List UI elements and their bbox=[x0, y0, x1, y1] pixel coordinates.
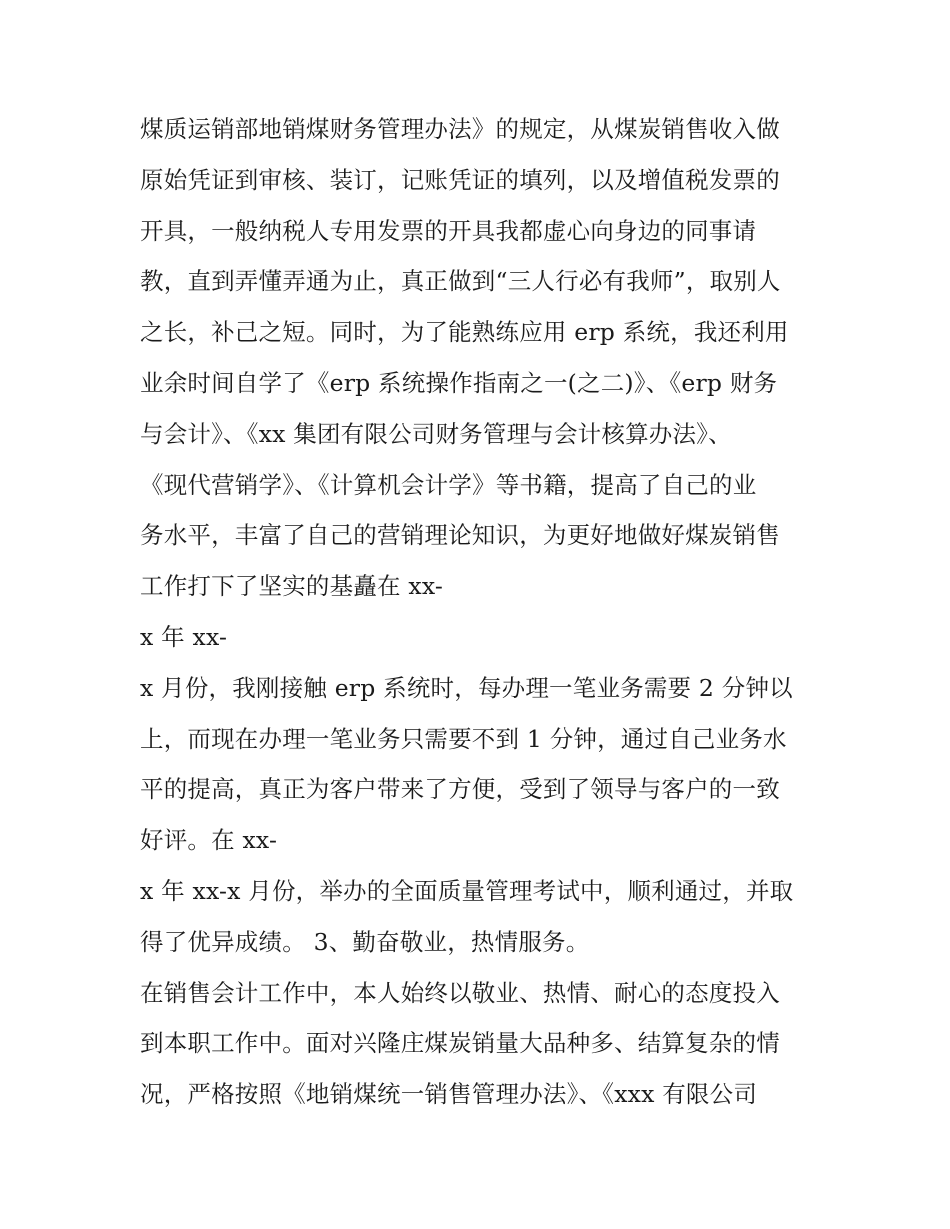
text-line-4: 教，直到弄懂弄通为止，真正做到“三人行必有我师”，取别人 bbox=[140, 267, 781, 296]
text-line-5: 之长，补己之短。同时，为了能熟练应用 erp 系统，我还利用 bbox=[140, 318, 789, 347]
text-line-1: 煤质运销部地销煤财务管理办法》的规定，从煤炭销售收入做 bbox=[140, 115, 780, 143]
text-line-13: 上，而现在办理一笔业务只需要不到 1 分钟，通过自己业务水 bbox=[140, 724, 787, 753]
text-line-19: 到本职工作中。面对兴隆庄煤炭销量大品种多、结算复杂的情 bbox=[140, 1029, 780, 1058]
text-line-12: x 月份，我刚接触 erp 系统时，每办理一笔业务需要 2 分钟以 bbox=[140, 673, 793, 702]
text-line-14: 平的提高，真正为客户带来了方便，受到了领导与客户的一致 bbox=[140, 775, 780, 804]
text-line-16: x 年 xx-x 月份，举办的全面质量管理考试中，顺利通过，并取 bbox=[140, 876, 794, 905]
text-line-11: x 年 xx- bbox=[140, 622, 228, 651]
text-line-2: 原始凭证到审核、装订，记账凭证的填列，以及增值税发票的 bbox=[140, 165, 780, 194]
text-line-8: 《现代营销学》、《计算机会计学》等书籍，提高了自己的业 bbox=[140, 470, 757, 499]
text-line-10: 工作打下了坚实的基矗在 xx- bbox=[140, 572, 444, 601]
text-line-20: 况，严格按照《地销煤统一销售管理办法》、《xxx 有限公司 bbox=[140, 1080, 758, 1109]
text-line-9: 务水平，丰富了自己的营销理论知识，为更好地做好煤炭销售 bbox=[140, 521, 780, 550]
text-line-17: 得了优异成绩。 3、勤奋敬业，热情服务。 bbox=[140, 927, 590, 956]
text-line-7: 与会计》、《xx 集团有限公司财务管理与会计核算办法》、 bbox=[140, 419, 732, 448]
text-line-15: 好评。在 xx- bbox=[140, 826, 278, 855]
document-body bbox=[140, 104, 820, 1120]
text-line-18: 在销售会计工作中，本人始终以敬业、热情、耐心的态度投入 bbox=[140, 978, 780, 1007]
text-line-3: 开具，一般纳税人专用发票的开具我都虚心向身边的同事请 bbox=[140, 216, 757, 245]
text-line-6: 业余时间自学了《erp 系统操作指南之一(之二)》、《erp 财务 bbox=[140, 368, 778, 397]
